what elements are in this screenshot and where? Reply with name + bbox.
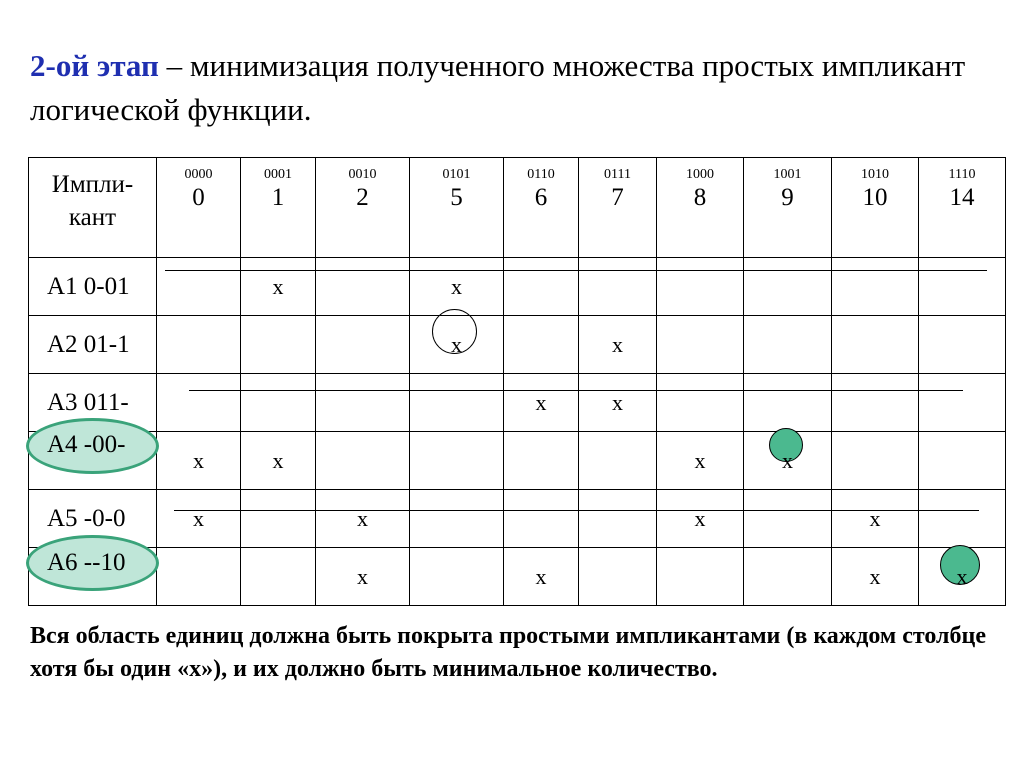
column-code: 1001 — [773, 167, 802, 182]
cell-mark: x — [357, 505, 368, 531]
table-cell — [241, 432, 316, 490]
table-cell — [241, 490, 316, 548]
title-rest: – минимизация полученного множества простых импликант логической функции. — [30, 48, 966, 127]
table-row — [29, 258, 1006, 316]
table-cell — [832, 432, 919, 490]
row-label: А1 0-01 — [29, 258, 157, 316]
table-cell — [410, 432, 504, 490]
table-cell — [579, 548, 657, 606]
column-header — [316, 158, 410, 258]
table-cell — [504, 548, 579, 606]
table-cell — [657, 432, 744, 490]
column-number: 10 — [862, 184, 888, 211]
cell-mark: x — [193, 447, 204, 473]
table-cell — [410, 374, 504, 432]
row-label-a6: А6 --10 — [47, 549, 126, 576]
table-cell — [579, 490, 657, 548]
table-cell — [157, 258, 241, 316]
column-code: 0101 — [442, 167, 471, 182]
cell-mark: x — [782, 447, 793, 473]
table-cell — [579, 374, 657, 432]
table-row — [29, 374, 1006, 432]
table-cell — [157, 316, 241, 374]
column-code: 0010 — [348, 167, 377, 182]
column-number: 1 — [271, 184, 285, 211]
table-cell — [579, 316, 657, 374]
cell-mark: x — [451, 331, 462, 357]
table-cell — [504, 490, 579, 548]
table-cell — [832, 490, 919, 548]
cell-mark: x — [272, 273, 284, 299]
corner-header — [29, 158, 157, 258]
cell-mark: x — [451, 273, 462, 299]
table-row — [29, 490, 1006, 548]
column-number: 7 — [611, 184, 624, 211]
column-header — [919, 158, 1006, 258]
column-code: 0111 — [604, 167, 631, 182]
column-number: 5 — [450, 184, 463, 211]
table-cell — [919, 490, 1006, 548]
table-cell — [919, 432, 1006, 490]
table-cell — [241, 258, 316, 316]
table-cell — [316, 490, 410, 548]
strike-line-a3 — [189, 390, 963, 391]
table-cell — [657, 548, 744, 606]
slide-title — [30, 44, 990, 132]
table-cell — [744, 258, 832, 316]
cell-mark: x — [357, 563, 368, 589]
table-cell — [241, 374, 316, 432]
column-code: 1010 — [861, 167, 889, 182]
table-cell — [316, 374, 410, 432]
column-number: 9 — [781, 184, 794, 211]
table-cell — [919, 316, 1006, 374]
column-number: 0 — [192, 184, 205, 211]
table-cell — [657, 258, 744, 316]
table-cell — [316, 548, 410, 606]
column-code: 0110 — [527, 167, 555, 182]
column-header — [157, 158, 241, 258]
column-code: 0000 — [184, 167, 213, 182]
corner-line-1: Импли- — [51, 171, 134, 198]
cell-mark: x — [612, 331, 623, 357]
cell-mark: x — [193, 505, 204, 531]
column-header — [579, 158, 657, 258]
corner-line-2: кант — [68, 204, 117, 231]
table-cell — [657, 316, 744, 374]
table-cell — [410, 548, 504, 606]
table-cell — [241, 548, 316, 606]
table-cell — [157, 374, 241, 432]
table-cell — [744, 548, 832, 606]
table-cell — [504, 316, 579, 374]
column-number: 6 — [534, 184, 548, 211]
table-cell — [579, 432, 657, 490]
table-cell — [316, 258, 410, 316]
column-header — [504, 158, 579, 258]
table-cell — [657, 374, 744, 432]
column-header — [657, 158, 744, 258]
table-cell — [832, 258, 919, 316]
table-cell — [316, 316, 410, 374]
column-header — [241, 158, 316, 258]
table-cell — [157, 432, 241, 490]
column-header — [744, 158, 832, 258]
table-cell — [157, 490, 241, 548]
row-label: А5 -0-0 — [29, 490, 157, 548]
column-code: 1000 — [686, 167, 714, 182]
row-label-a4: А4 -00- — [47, 431, 126, 458]
row-label: А3 011- — [29, 374, 157, 432]
footer-note: Вся область единиц должна быть покрыта простыми импликантами (в каждом столбце хотя бы один «х»), и их должно быть минимальное количество. — [30, 623, 986, 682]
table-row — [29, 432, 1006, 490]
table-cell — [504, 432, 579, 490]
cell-mark: x — [956, 563, 968, 589]
table-cell — [919, 258, 1006, 316]
cell-mark: x — [869, 563, 881, 589]
table-cell — [504, 374, 579, 432]
cell-mark: x — [612, 389, 623, 415]
table-cell — [744, 316, 832, 374]
column-header — [832, 158, 919, 258]
table-cell — [504, 258, 579, 316]
column-code: 0001 — [264, 167, 292, 182]
strike-line-a5 — [174, 510, 979, 511]
header-row — [29, 158, 1006, 258]
table-cell — [744, 490, 832, 548]
table-row — [29, 548, 1006, 606]
cell-mark: x — [869, 505, 881, 531]
table-cell — [316, 432, 410, 490]
strike-line-a1 — [165, 270, 987, 271]
table-cell — [579, 258, 657, 316]
table-cell — [657, 490, 744, 548]
table-cell — [832, 374, 919, 432]
column-header — [410, 158, 504, 258]
column-number: 8 — [693, 184, 707, 211]
table-cell — [832, 548, 919, 606]
table-row — [29, 316, 1006, 374]
column-number: 2 — [356, 184, 369, 211]
table-cell — [919, 374, 1006, 432]
table-cell — [410, 490, 504, 548]
row-label: А2 01-1 — [29, 316, 157, 374]
table-cell — [744, 374, 832, 432]
implicant-table — [28, 157, 1006, 606]
column-number: 14 — [949, 184, 975, 211]
cell-mark: x — [694, 505, 706, 531]
column-code: 1110 — [948, 167, 976, 182]
cell-mark: x — [535, 563, 547, 589]
table-cell — [832, 316, 919, 374]
cell-mark: x — [272, 447, 284, 473]
cell-mark: x — [694, 447, 706, 473]
title-accent: 2-ой этап — [30, 48, 159, 83]
cell-mark: x — [535, 389, 547, 415]
table-cell — [241, 316, 316, 374]
table-cell — [410, 258, 504, 316]
table-cell — [157, 548, 241, 606]
